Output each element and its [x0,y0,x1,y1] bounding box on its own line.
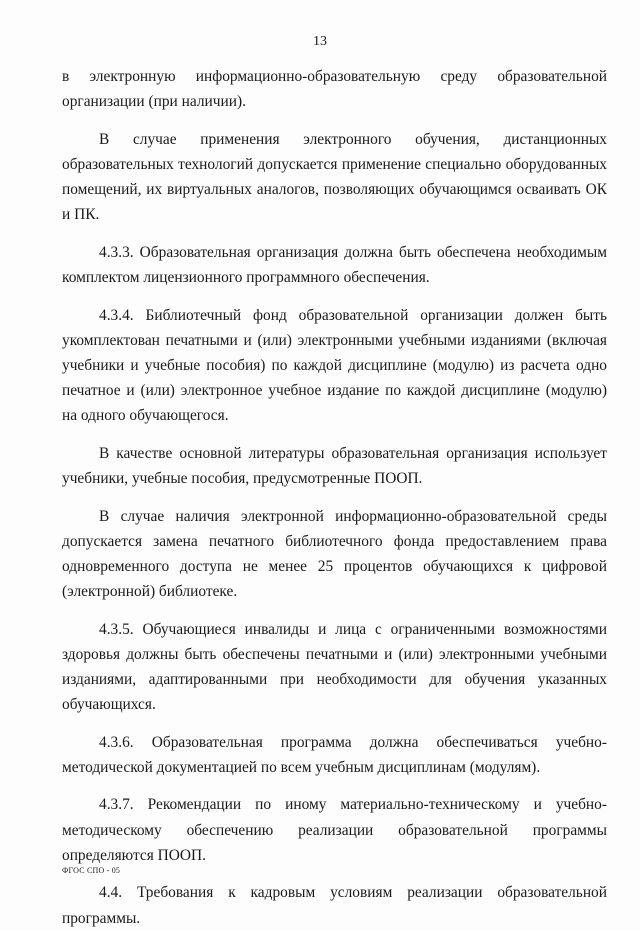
paragraph-main-literature: В качестве основной литературы образовательная организация использует учебники, учебные пособия, предусмотренные ПООП. [62,444,607,488]
paragraph-4-3-4: 4.3.4. Библиотечный фонд образовательной организации должен быть укомплектован печатными и (или) электронными учебными изданиями (включая учебники и учебные пособия) по каждой дисциплине (модулю) из расчета одно печатное и (или) электронное учебное издание по каждой дисциплине (модулю) на одного обучающегося. [62,306,607,425]
footer-document-code: ФГОС СПО - 05 [62,866,121,875]
paragraph-e-learning: В случае применения электронного обучения, дистанционных образовательных технологий допускается применение специально оборудованных помещений, их виртуальных аналогов, позволяющих обучающимся осваивать ОК и ПК. [62,130,607,224]
document-body [62,64,607,931]
paragraph-4-4: 4.4. Требования к кадровым условиям реализации образовательной программы. [62,884,607,927]
paragraph-digital-library: В случае наличия электронной информационно-образовательной среды допускается замена печатного библиотечного фонда предоставлением права одновременного доступа не менее 25 процентов обучающихся к цифровой (электронной) библиотеке. [62,507,607,601]
paragraph-4-3-6: 4.3.6. Образовательная программа должна обеспечиваться учебно-методической документацией по всем учебным дисциплинам (модулям). [62,733,607,776]
page-number: 13 [313,34,327,49]
paragraph-4-3-7: 4.3.7. Рекомендации по иному материально-техническому и учебно-методическому обеспечению реализации образовательной программы определяются ПООП. [62,796,607,864]
paragraph-4-3-5: 4.3.5. Обучающиеся инвалиды и лица с ограниченными возможностями здоровья должны быть обеспечены печатными и (или) электронными учебными изданиями, адаптированными при необходимости для обучения указанных обучающихся. [62,620,607,714]
paragraph-continuation: в электронную информационно-образовательную среду образовательной организации (при наличии). [62,68,607,111]
paragraph-4-3-3: 4.3.3. Образовательная организация должна быть обеспечена необходимым комплектом лицензионного программного обеспечения. [62,243,607,287]
